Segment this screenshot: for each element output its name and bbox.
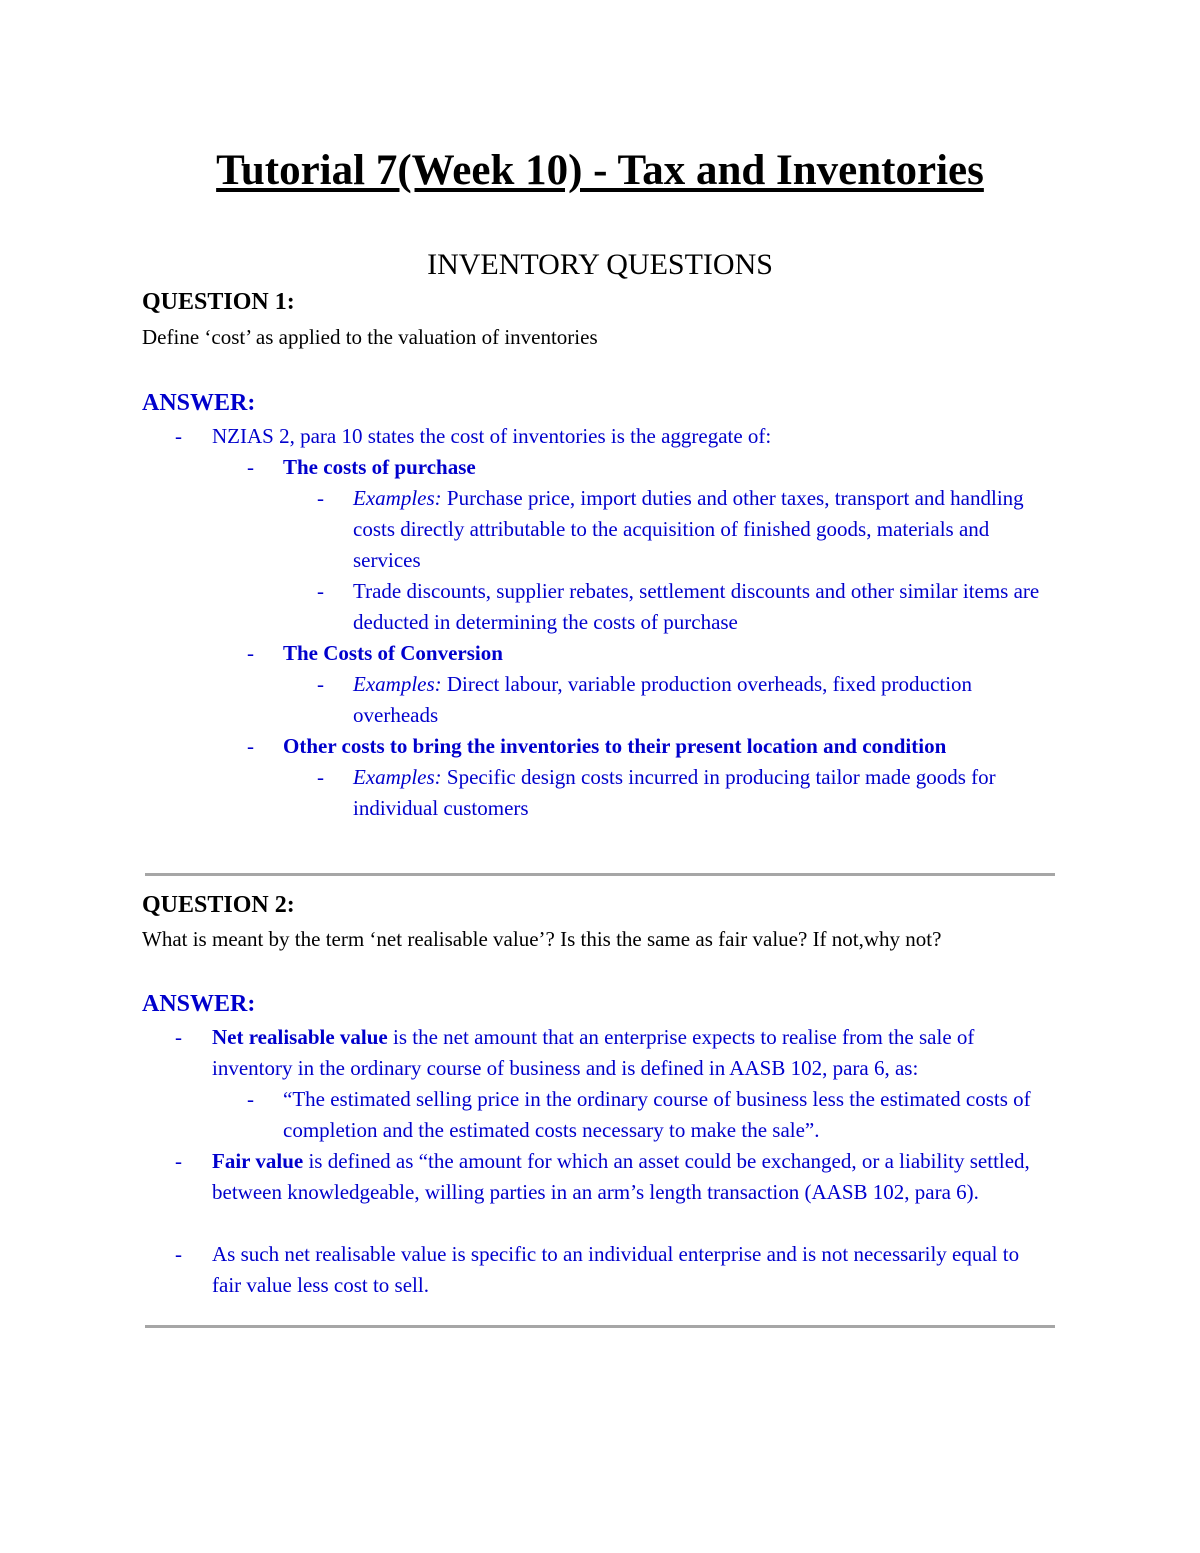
answer-1-intro-text: NZIAS 2, para 10 states the cost of inventories is the aggregate of: [212, 424, 772, 448]
bullet-dash: - [175, 1242, 182, 1266]
bullet-dash: - [247, 641, 254, 665]
answer-1-intro-item [175, 421, 1055, 452]
nrv-content [175, 1022, 1060, 1084]
nrv-term: Net realisable value [212, 1025, 388, 1049]
question-2-text: What is meant by the term ‘net realisable value’? Is this the same as fair value? If not,why not? [142, 927, 942, 951]
purchase-heading: The costs of purchase [283, 455, 476, 479]
purchase-example-1-content [317, 483, 1042, 576]
section-divider [145, 1325, 1055, 1328]
conversion-example-content [317, 669, 1057, 731]
fair-value-content [175, 1146, 1060, 1208]
conversion-item [247, 638, 1047, 669]
answer-2-heading: ANSWER: [142, 991, 256, 1017]
nrv-quote-item [247, 1084, 1052, 1146]
nrv-item [175, 1022, 1060, 1084]
answer-1-heading: ANSWER: [142, 390, 256, 416]
section-title: INVENTORY QUESTIONS [427, 248, 773, 281]
other-costs-item [247, 731, 1047, 762]
bullet-dash: - [175, 1025, 182, 1049]
bullet-dash: - [247, 734, 254, 758]
purchase-example-2-text: Trade discounts, supplier rebates, settlement discounts and other similar items are deducted in determining the costs of purchase [353, 579, 1040, 634]
nrv-quote: “The estimated selling price in the ordinary course of business less the estimated costs of completion and the estimated costs necessary to make the sale”. [283, 1087, 1031, 1142]
examples-label: Examples: [353, 486, 442, 510]
purchase-example-2 [317, 576, 1042, 638]
bullet-dash: - [247, 455, 254, 479]
conversion-example-text: Direct labour, variable production overheads, fixed production overheads [353, 672, 973, 727]
conversion-heading: The Costs of Conversion [283, 641, 503, 665]
bullet-dash: - [247, 1087, 254, 1111]
purchase-item [247, 452, 1047, 483]
purchase-example-1 [317, 483, 1042, 576]
conclusion-item [175, 1239, 1050, 1301]
bullet-dash: - [175, 1149, 182, 1173]
examples-label: Examples: [353, 765, 442, 789]
document-title: Tutorial 7(Week 10) - Tax and Inventories [216, 147, 984, 194]
other-costs-heading: Other costs to bring the inventories to their present location and condition [283, 734, 947, 758]
bullet-dash: - [175, 424, 182, 448]
nrv-text: is the net amount that an enterprise expects to realise from the sale of inventory in the ordinary course of business and is defined in AASB 102, para 6, as: [212, 1025, 975, 1080]
question-1-text: Define ‘cost’ as applied to the valuation of inventories [142, 325, 598, 349]
question-2-heading: QUESTION 2: [142, 892, 295, 918]
purchase-example-1-text: Purchase price, import duties and other taxes, transport and handling costs directly attributable to the acquisition of finished goods, materials and services [353, 486, 1024, 572]
other-costs-example-text: Specific design costs incurred in producing tailor made goods for individual customers [353, 765, 996, 820]
section-divider [145, 873, 1055, 876]
bullet-dash: - [317, 672, 324, 696]
other-costs-example [317, 762, 1047, 824]
fair-value-term: Fair value [212, 1149, 304, 1173]
conversion-example [317, 669, 1057, 731]
fair-value-item [175, 1146, 1060, 1208]
examples-label: Examples: [353, 672, 442, 696]
other-costs-example-content [317, 762, 1047, 824]
bullet-dash: - [317, 579, 324, 603]
fair-value-text: is defined as “the amount for which an asset could be exchanged, or a liability settled, between knowledgeable, willing parties in an arm’s length transaction (AASB 102, para 6). [212, 1149, 1030, 1204]
bullet-dash: - [317, 486, 324, 510]
bullet-dash: - [317, 765, 324, 789]
question-1-heading: QUESTION 1: [142, 289, 295, 315]
conclusion-text: As such net realisable value is specific to an individual enterprise and is not necessarily equal to fair value less cost to sell. [212, 1242, 1020, 1297]
